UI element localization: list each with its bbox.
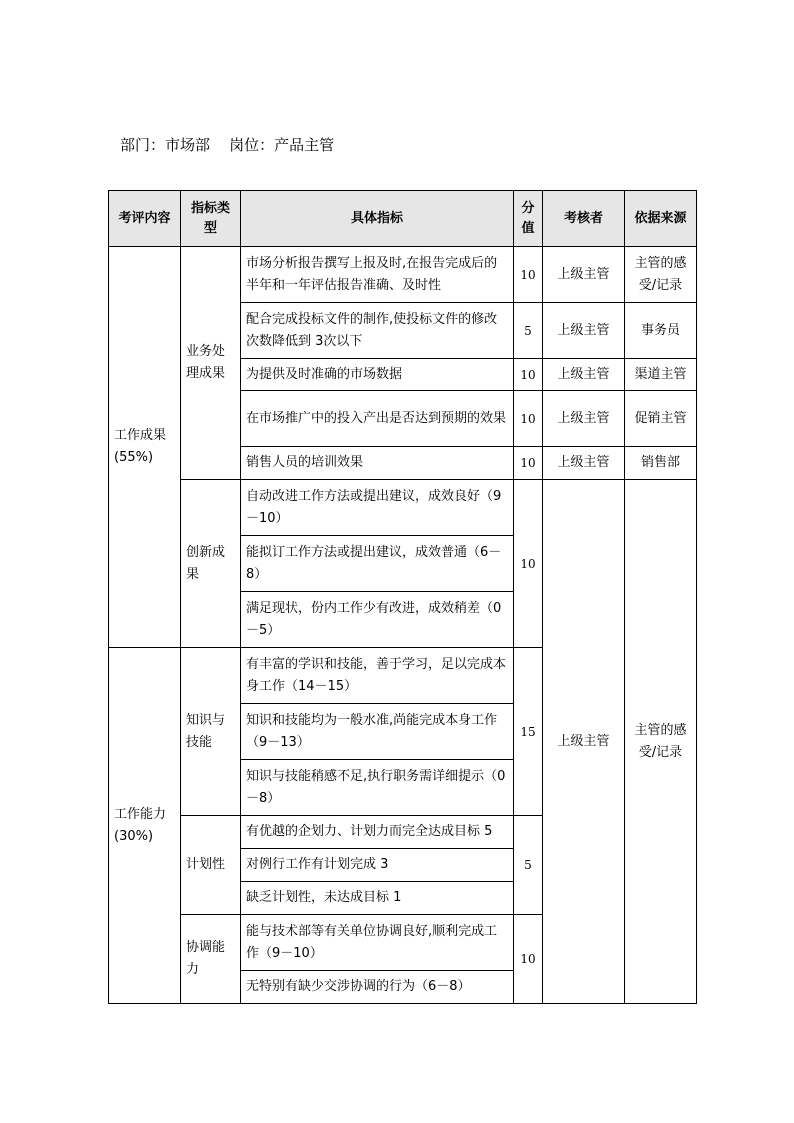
assessor-cell: 上级主管 bbox=[543, 303, 625, 359]
source-cell: 销售部 bbox=[625, 447, 697, 480]
group-business: 业务处理成果 bbox=[181, 247, 241, 480]
source-cell: 渠道主管 bbox=[625, 359, 697, 391]
indicator-cell: 知识和技能均为一般水准,尚能完成本身工作（9－13） bbox=[241, 704, 514, 760]
table-header-row bbox=[109, 191, 697, 247]
indicator-cell: 有丰富的学识和技能，善于学习，足以完成本身工作（14－15） bbox=[241, 648, 514, 704]
indicator-cell: 能与技术部等有关单位协调良好,顺利完成工作（9－10） bbox=[241, 915, 514, 971]
header-indicator-type: 指标类型 bbox=[181, 191, 241, 247]
section-label: 工作能力 bbox=[114, 806, 167, 822]
header-info bbox=[120, 134, 334, 155]
score-cell-innovation: 10 bbox=[514, 480, 543, 648]
score-cell: 10 bbox=[514, 391, 543, 447]
indicator-cell: 在市场推广中的投入产出是否达到预期的效果 bbox=[241, 391, 514, 447]
assessor-cell: 上级主管 bbox=[543, 359, 625, 391]
indicator-cell: 缺乏计划性，未达成目标 1 bbox=[241, 882, 514, 915]
source-cell: 事务员 bbox=[625, 303, 697, 359]
score-cell: 10 bbox=[514, 247, 543, 303]
assessor-cell: 上级主管 bbox=[543, 447, 625, 480]
section-label: 工作成果 bbox=[114, 428, 167, 443]
indicator-cell: 有优越的企划力、计划力而完全达成目标 5 bbox=[241, 816, 514, 849]
score-cell-knowledge: 15 bbox=[514, 648, 543, 816]
section-work-ability bbox=[109, 648, 181, 1004]
score-cell-coordination: 10 bbox=[514, 915, 543, 1004]
source-cell: 主管的感受/记录 bbox=[625, 247, 697, 303]
table-row bbox=[109, 247, 697, 303]
header-specific-indicator: 具体指标 bbox=[241, 191, 514, 247]
indicator-cell: 销售人员的培训效果 bbox=[241, 447, 514, 480]
source-cell: 促销主管 bbox=[625, 391, 697, 447]
section-work-results bbox=[109, 247, 181, 648]
position-label: 岗位：产品主管 bbox=[229, 136, 335, 154]
indicator-cell: 知识与技能稍感不足,执行职务需详细提示（0－8） bbox=[241, 760, 514, 816]
indicator-cell: 市场分析报告撰写上报及时,在报告完成后的半年和一年评估报告准确、及时性 bbox=[241, 247, 514, 303]
merged-source-cell: 主管的感受/记录 bbox=[625, 480, 697, 1004]
header-assessor: 考核者 bbox=[543, 191, 625, 247]
score-cell-planning: 5 bbox=[514, 816, 543, 915]
group-innovation: 创新成果 bbox=[181, 480, 241, 648]
section-weight: (55%) bbox=[114, 450, 154, 465]
indicator-cell: 为提供及时准确的市场数据 bbox=[241, 359, 514, 391]
assessor-cell: 上级主管 bbox=[543, 247, 625, 303]
group-planning: 计划性 bbox=[181, 816, 241, 915]
score-cell: 10 bbox=[514, 359, 543, 391]
department-label: 部门：市场部 bbox=[120, 136, 211, 154]
section-weight: (30%) bbox=[114, 828, 154, 844]
header-score: 分值 bbox=[514, 191, 543, 247]
indicator-cell: 自动改进工作方法或提出建议，成效良好（9－10） bbox=[241, 480, 514, 536]
indicator-cell: 满足现状，份内工作少有改进，成效稍差（0－5） bbox=[241, 592, 514, 648]
indicator-cell: 配合完成投标文件的制作,使投标文件的修改次数降低到 3次以下 bbox=[241, 303, 514, 359]
indicator-cell: 对例行工作有计划完成 3 bbox=[241, 849, 514, 882]
score-cell: 5 bbox=[514, 303, 543, 359]
merged-assessor-cell: 上级主管 bbox=[543, 480, 625, 1004]
header-eval-content: 考评内容 bbox=[109, 191, 181, 247]
indicator-cell: 能拟订工作方法或提出建议，成效普通（6－8） bbox=[241, 536, 514, 592]
table-row bbox=[109, 480, 697, 536]
indicator-cell: 无特别有缺少交涉协调的行为（6－8） bbox=[241, 971, 514, 1004]
group-coordination: 协调能力 bbox=[181, 915, 241, 1004]
score-cell: 10 bbox=[514, 447, 543, 480]
evaluation-table bbox=[108, 190, 697, 1004]
assessor-cell: 上级主管 bbox=[543, 391, 625, 447]
header-source: 依据来源 bbox=[625, 191, 697, 247]
group-knowledge: 知识与技能 bbox=[181, 648, 241, 816]
